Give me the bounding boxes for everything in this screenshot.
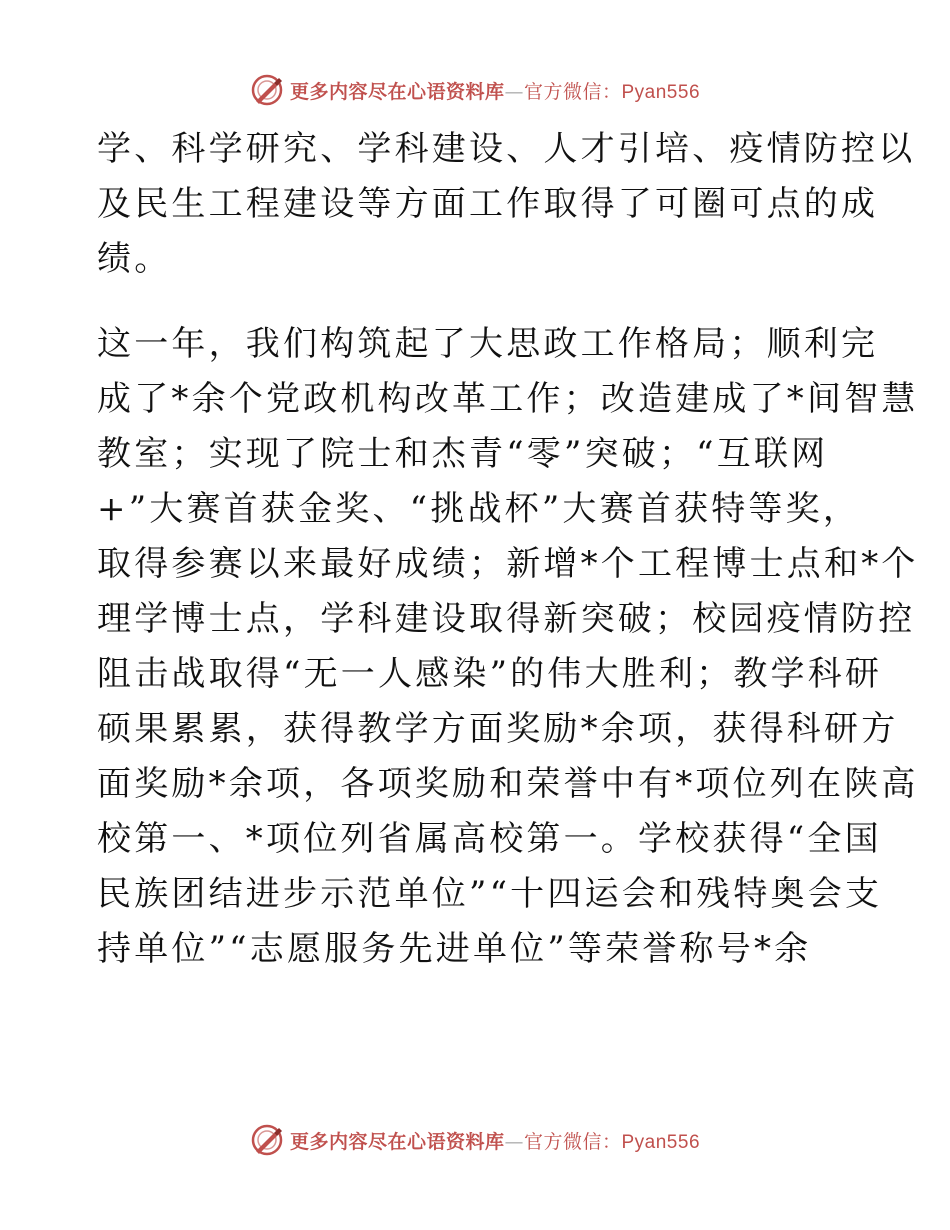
watermark-wechat-label: 官方微信： (523, 80, 622, 103)
document-body (97, 122, 919, 977)
text-line: 这一年，我们构筑起了大思政工作格局；顺利完 (97, 324, 879, 364)
text-line: 绩。 (97, 239, 172, 279)
watermark-wechat-label: 官方微信： (523, 1130, 622, 1153)
text-line: 民族团结进步示范单位”“十四运会和残特奥会支 (97, 874, 883, 914)
paragraph (97, 317, 919, 977)
paragraph (97, 122, 916, 287)
pen-logo-icon (250, 1123, 284, 1157)
text-line: 阻击战取得“无一人感染”的伟大胜利；教学科研 (97, 654, 883, 694)
text-line: +”大赛首获金奖、“挑战杯”大赛首获特等奖， (97, 489, 861, 529)
watermark-wechat-id: Pyan556 (621, 1131, 701, 1153)
text-line: 持单位”“志愿服务先进单位”等荣誉称号*余 (97, 929, 812, 969)
text-line: 取得参赛以来最好成绩；新增*个工程博士点和*个 (97, 544, 919, 584)
watermark-name: 更多内容尽在心语资料库 (289, 80, 505, 103)
text-line: 理学博士点，学科建设取得新突破；校园疫情防控 (97, 599, 916, 639)
text-line: 成了*余个党政机构改革工作；改造建成了*间智慧 (97, 379, 919, 419)
watermark-wechat-id: Pyan556 (621, 81, 701, 103)
watermark-text (290, 1127, 700, 1154)
text-line: 教室；实现了院士和杰青“零”突破；“互联网 (97, 434, 829, 474)
watermark-separator: — (504, 80, 524, 103)
watermark-separator: — (504, 1130, 524, 1153)
text-line: 校第一、*项位列省属高校第一。学校获得“全国 (97, 819, 882, 859)
text-line: 面奖励*余项，各项奖励和荣誉中有*项位列在陕高 (97, 764, 919, 804)
pen-logo-icon (250, 73, 284, 107)
watermark-name: 更多内容尽在心语资料库 (289, 1130, 505, 1153)
text-line: 及民生工程建设等方面工作取得了可圈可点的成 (97, 184, 879, 224)
watermark-text (290, 77, 700, 104)
header-watermark (0, 70, 950, 110)
footer-watermark (0, 1120, 950, 1160)
text-line: 硕果累累，获得教学方面奖励*余项，获得科研方 (97, 709, 899, 749)
text-line: 学、科学研究、学科建设、人才引培、疫情防控以 (97, 129, 916, 169)
